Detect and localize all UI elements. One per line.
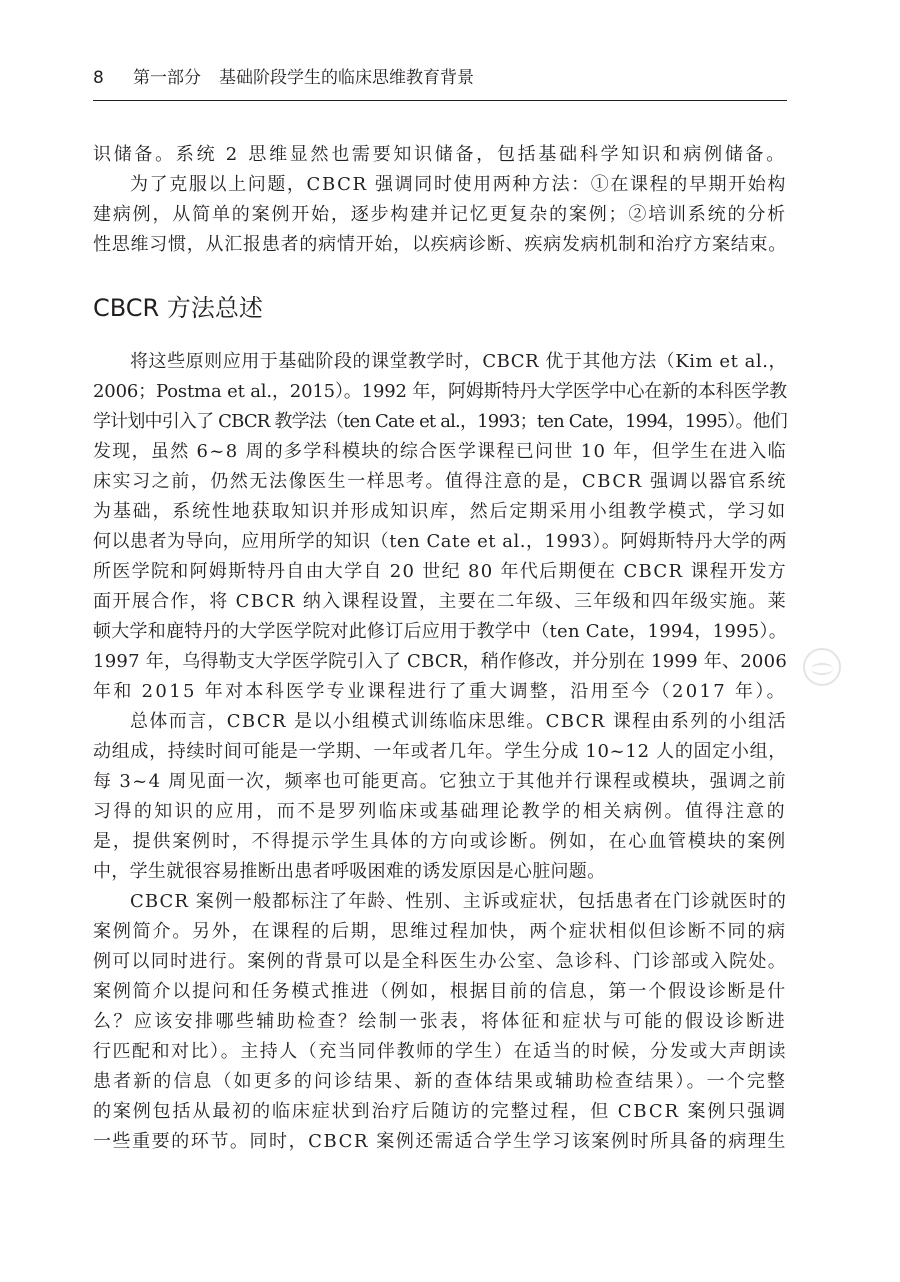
text-line: 么？应该安排哪些辅助检查？绘制一张表，将体征和症状与可能的假设诊断进 [93, 1011, 788, 1032]
text-line: 例可以同时进行。案例的背景可以是全科医生办公室、急诊科、门诊部或入院处。 [93, 951, 788, 972]
text-line: 案例简介以提问和任务模式推进（例如，根据目前的信息，第一个假设诊断是什 [93, 981, 788, 1002]
text-line: 行匹配和对比）。主持人（充当同伴教师的学生）在适当的时候，分发或大声朗读 [93, 1041, 788, 1062]
text-line: 1997 年，乌得勒支大学医学院引入了 CBCR，稍作修改，并分别在 1999 年、2006 [93, 651, 788, 672]
text-line: 动组成，持续时间可能是一学期、一年或者几年。学生分成 10~12 人的固定小组， [93, 741, 787, 762]
watermark-logo-icon [803, 648, 841, 686]
text-line: 习得的知识的应用，而不是罗列临床或基础理论教学的相关病例。值得注意的 [93, 801, 788, 822]
text-line: 将这些原则应用于基础阶段的课堂教学时，CBCR 优于其他方法（Kim et al.， [130, 351, 787, 372]
part-label: 第一部分 [133, 68, 201, 88]
text-line: 识储备。系统 2 思维显然也需要知识储备，包括基础科学知识和病例储备。 [93, 144, 787, 165]
text-line: 2006；Postma et al.，2015）。1992 年，阿姆斯特丹大学医学中心在新的本科医学教 [93, 381, 788, 402]
text-line: 床实习之前，仍然无法像医生一样思考。值得注意的是，CBCR 强调以器官系统 [93, 471, 787, 492]
text-line: CBCR 案例一般都标注了年龄、性别、主诉或症状，包括患者在门诊就医时的 [130, 891, 788, 912]
text-line: 每 3~4 周见面一次，频率也可能更高。它独立于其他并行课程或模块，强调之前 [93, 771, 788, 792]
text-line: 顿大学和鹿特丹的大学医学院对此修订后应用于教学中（ten Cate，1994，1995）。 [93, 621, 787, 642]
chapter-title: 基础阶段学生的临床思维教育背景 [219, 68, 474, 88]
text-line: 为了克服以上问题，CBCR 强调同时使用两种方法：①在课程的早期开始构 [130, 174, 787, 195]
text-line: 建病例，从简单的案例开始，逐步构建并记忆更复杂的案例；②培训系统的分析 [93, 204, 788, 225]
text-line: 性思维习惯，从汇报患者的病情开始，以疾病诊断、疾病发病机制和治疗方案结束。 [93, 234, 788, 255]
text-line: 一些重要的环节。同时，CBCR 案例还需适合学生学习该案例时所具备的病理生 [93, 1131, 787, 1152]
text-line: 患者新的信息（如更多的问诊结果、新的查体结果或辅助检查结果）。一个完整 [93, 1071, 788, 1092]
text-line: 为基础，系统性地获取知识并形成知识库，然后定期采用小组教学模式，学习如 [93, 501, 788, 522]
text-line: 年和 2015 年对本科医学专业课程进行了重大调整，沿用至今（2017 年）。 [93, 681, 787, 702]
text-line: 何以患者为导向，应用所学的知识（ten Cate et al.，1993）。阿姆斯特丹大学的两 [93, 531, 787, 552]
text-line: 总体而言，CBCR 是以小组模式训练临床思维。CBCR 课程由系列的小组活 [130, 711, 788, 732]
text-line: 案例简介。另外，在课程的后期，思维过程加快，两个症状相似但诊断不同的病 [93, 921, 788, 942]
header-rule [93, 100, 787, 101]
text-line: 是，提供案例时，不得提示学生具体的方向或诊断。例如，在心血管模块的案例 [93, 831, 788, 852]
running-head [93, 63, 474, 88]
page-number: 8 [93, 68, 104, 88]
text-line: 发现，虽然 6~8 周的多学科模块的综合医学课程已问世 10 年，但学生在进入临 [93, 441, 787, 462]
text-line: 面开展合作，将 CBCR 纳入课程设置，主要在二年级、三年级和四年级实施。莱 [93, 591, 788, 612]
text-line: 中，学生就很容易推断出患者呼吸困难的诱发原因是心脏问题。 [93, 861, 606, 882]
page-body [93, 140, 787, 1157]
section-heading: CBCR 方法总述 [93, 294, 263, 322]
text-line: 学计划中引入了 CBCR 教学法（ten Cate et al.，1993；ten Cate，1994，1995）。他们 [93, 411, 787, 432]
text-line: 的案例包括从最初的临床症状到治疗后随访的完整过程，但 CBCR 案例只强调 [93, 1101, 787, 1122]
text-line: 所医学院和阿姆斯特丹自由大学自 20 世纪 80 年代后期便在 CBCR 课程开发方 [93, 561, 787, 582]
